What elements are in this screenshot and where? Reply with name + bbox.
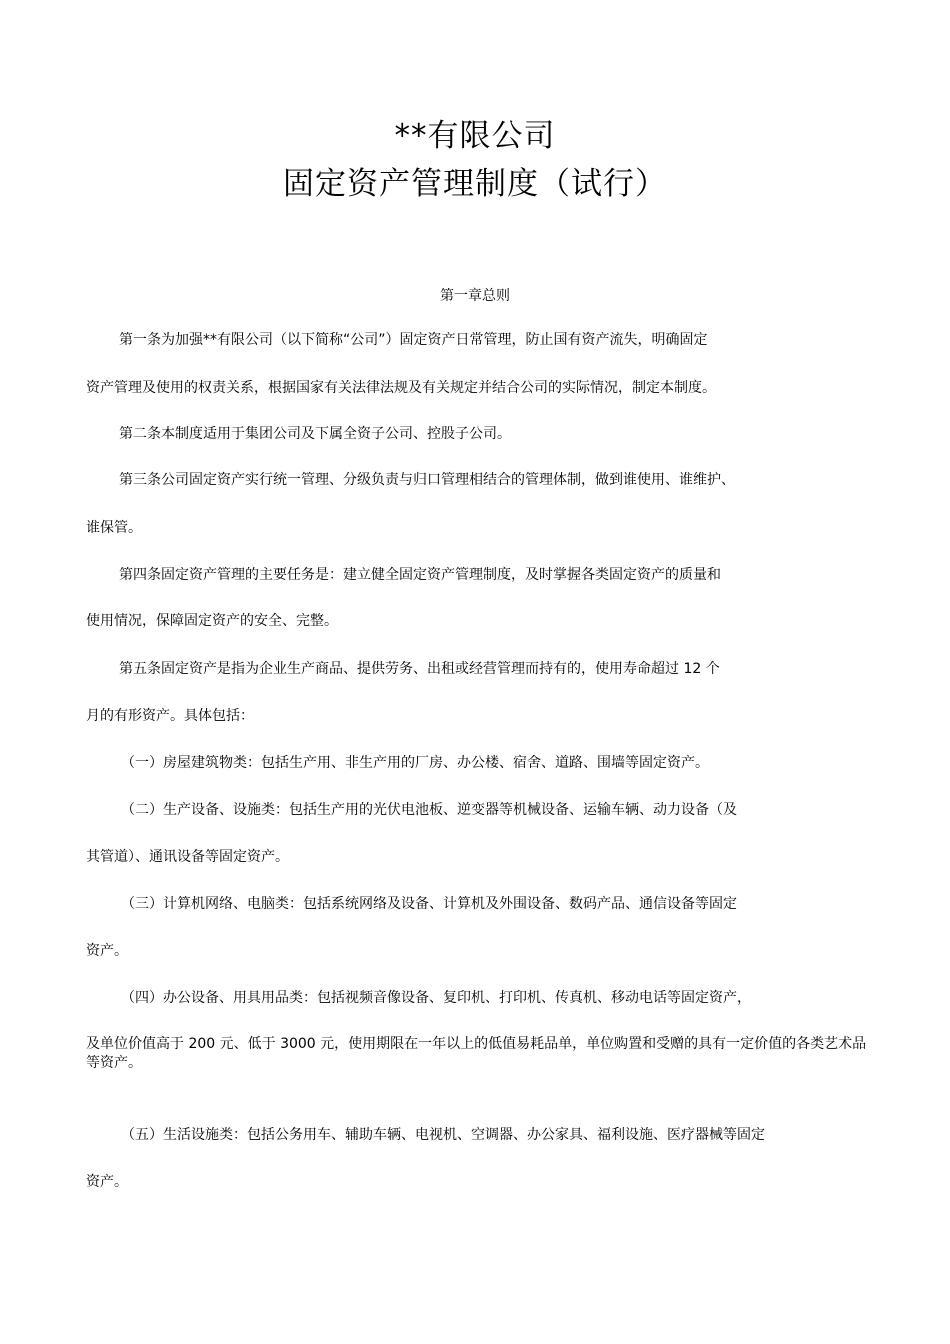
category-5-line-1: （五）生活设施类：包括公务用车、辅助车辆、电视机、空调器、办公家具、福利设施、医疗器械等固定 bbox=[121, 1127, 765, 1143]
article-4-line-1: 第四条固定资产管理的主要任务是：建立健全固定资产管理制度，及时掌握各类固定资产的质量和 bbox=[119, 567, 721, 583]
category-1-line-1: （一）房屋建筑物类：包括生产用、非生产用的厂房、办公楼、宿舍、道路、围墙等固定资产。 bbox=[121, 755, 709, 771]
article-1-line-1: 第一条为加强**有限公司（以下简称“公司”）固定资产日常管理，防止国有资产流失，明确固定 bbox=[119, 332, 708, 348]
category-5-line-2: 资产。 bbox=[86, 1174, 128, 1190]
category-4-line-2: 及单位价值高于 200 元、低于 3000 元，使用期限在一年以上的低值易耗品单，单位购置和受赠的具有一定价值的各类艺术品等资产。 bbox=[86, 1036, 867, 1071]
category-2-line-2: 其管道）、通讯设备等固定资产。 bbox=[86, 849, 289, 865]
category-3-line-1: （三）计算机网络、电脑类：包括系统网络及设备、计算机及外围设备、数码产品、通信设备等固定 bbox=[121, 896, 737, 912]
category-2-line-1: （二）生产设备、设施类：包括生产用的光伏电池板、逆变器等机械设备、运输车辆、动力设备（及 bbox=[121, 802, 737, 818]
article-3-line-2: 谁保管。 bbox=[86, 520, 142, 536]
article-1-line-2: 资产管理及使用的权责关系，根据国家有关法律法规及有关规定并结合公司的实际情况，制定本制度。 bbox=[86, 380, 716, 396]
chapter-heading: 第一章总则 bbox=[440, 288, 510, 304]
document-title-regulation: 固定资产管理制度（试行） bbox=[283, 166, 667, 202]
article-5-line-1: 第五条固定资产是指为企业生产商品、提供劳务、出租或经营管理而持有的，使用寿命超过 12 个 bbox=[119, 661, 720, 677]
article-3-line-1: 第三条公司固定资产实行统一管理、分级负责与归口管理相结合的管理体制，做到谁使用、谁维护、 bbox=[119, 472, 735, 488]
category-4-line-1: （四）办公设备、用具用品类：包括视频音像设备、复印机、打印机、传真机、移动电话等固定资产， bbox=[121, 990, 751, 1006]
article-5-line-2: 月的有形资产。具体包括： bbox=[86, 708, 254, 724]
document-title-company: **有限公司 bbox=[394, 118, 556, 154]
category-3-line-2: 资产。 bbox=[86, 943, 128, 959]
article-4-line-2: 使用情况，保障固定资产的安全、完整。 bbox=[86, 613, 338, 629]
article-2-line-1: 第二条本制度适用于集团公司及下属全资子公司、控股子公司。 bbox=[119, 426, 511, 442]
